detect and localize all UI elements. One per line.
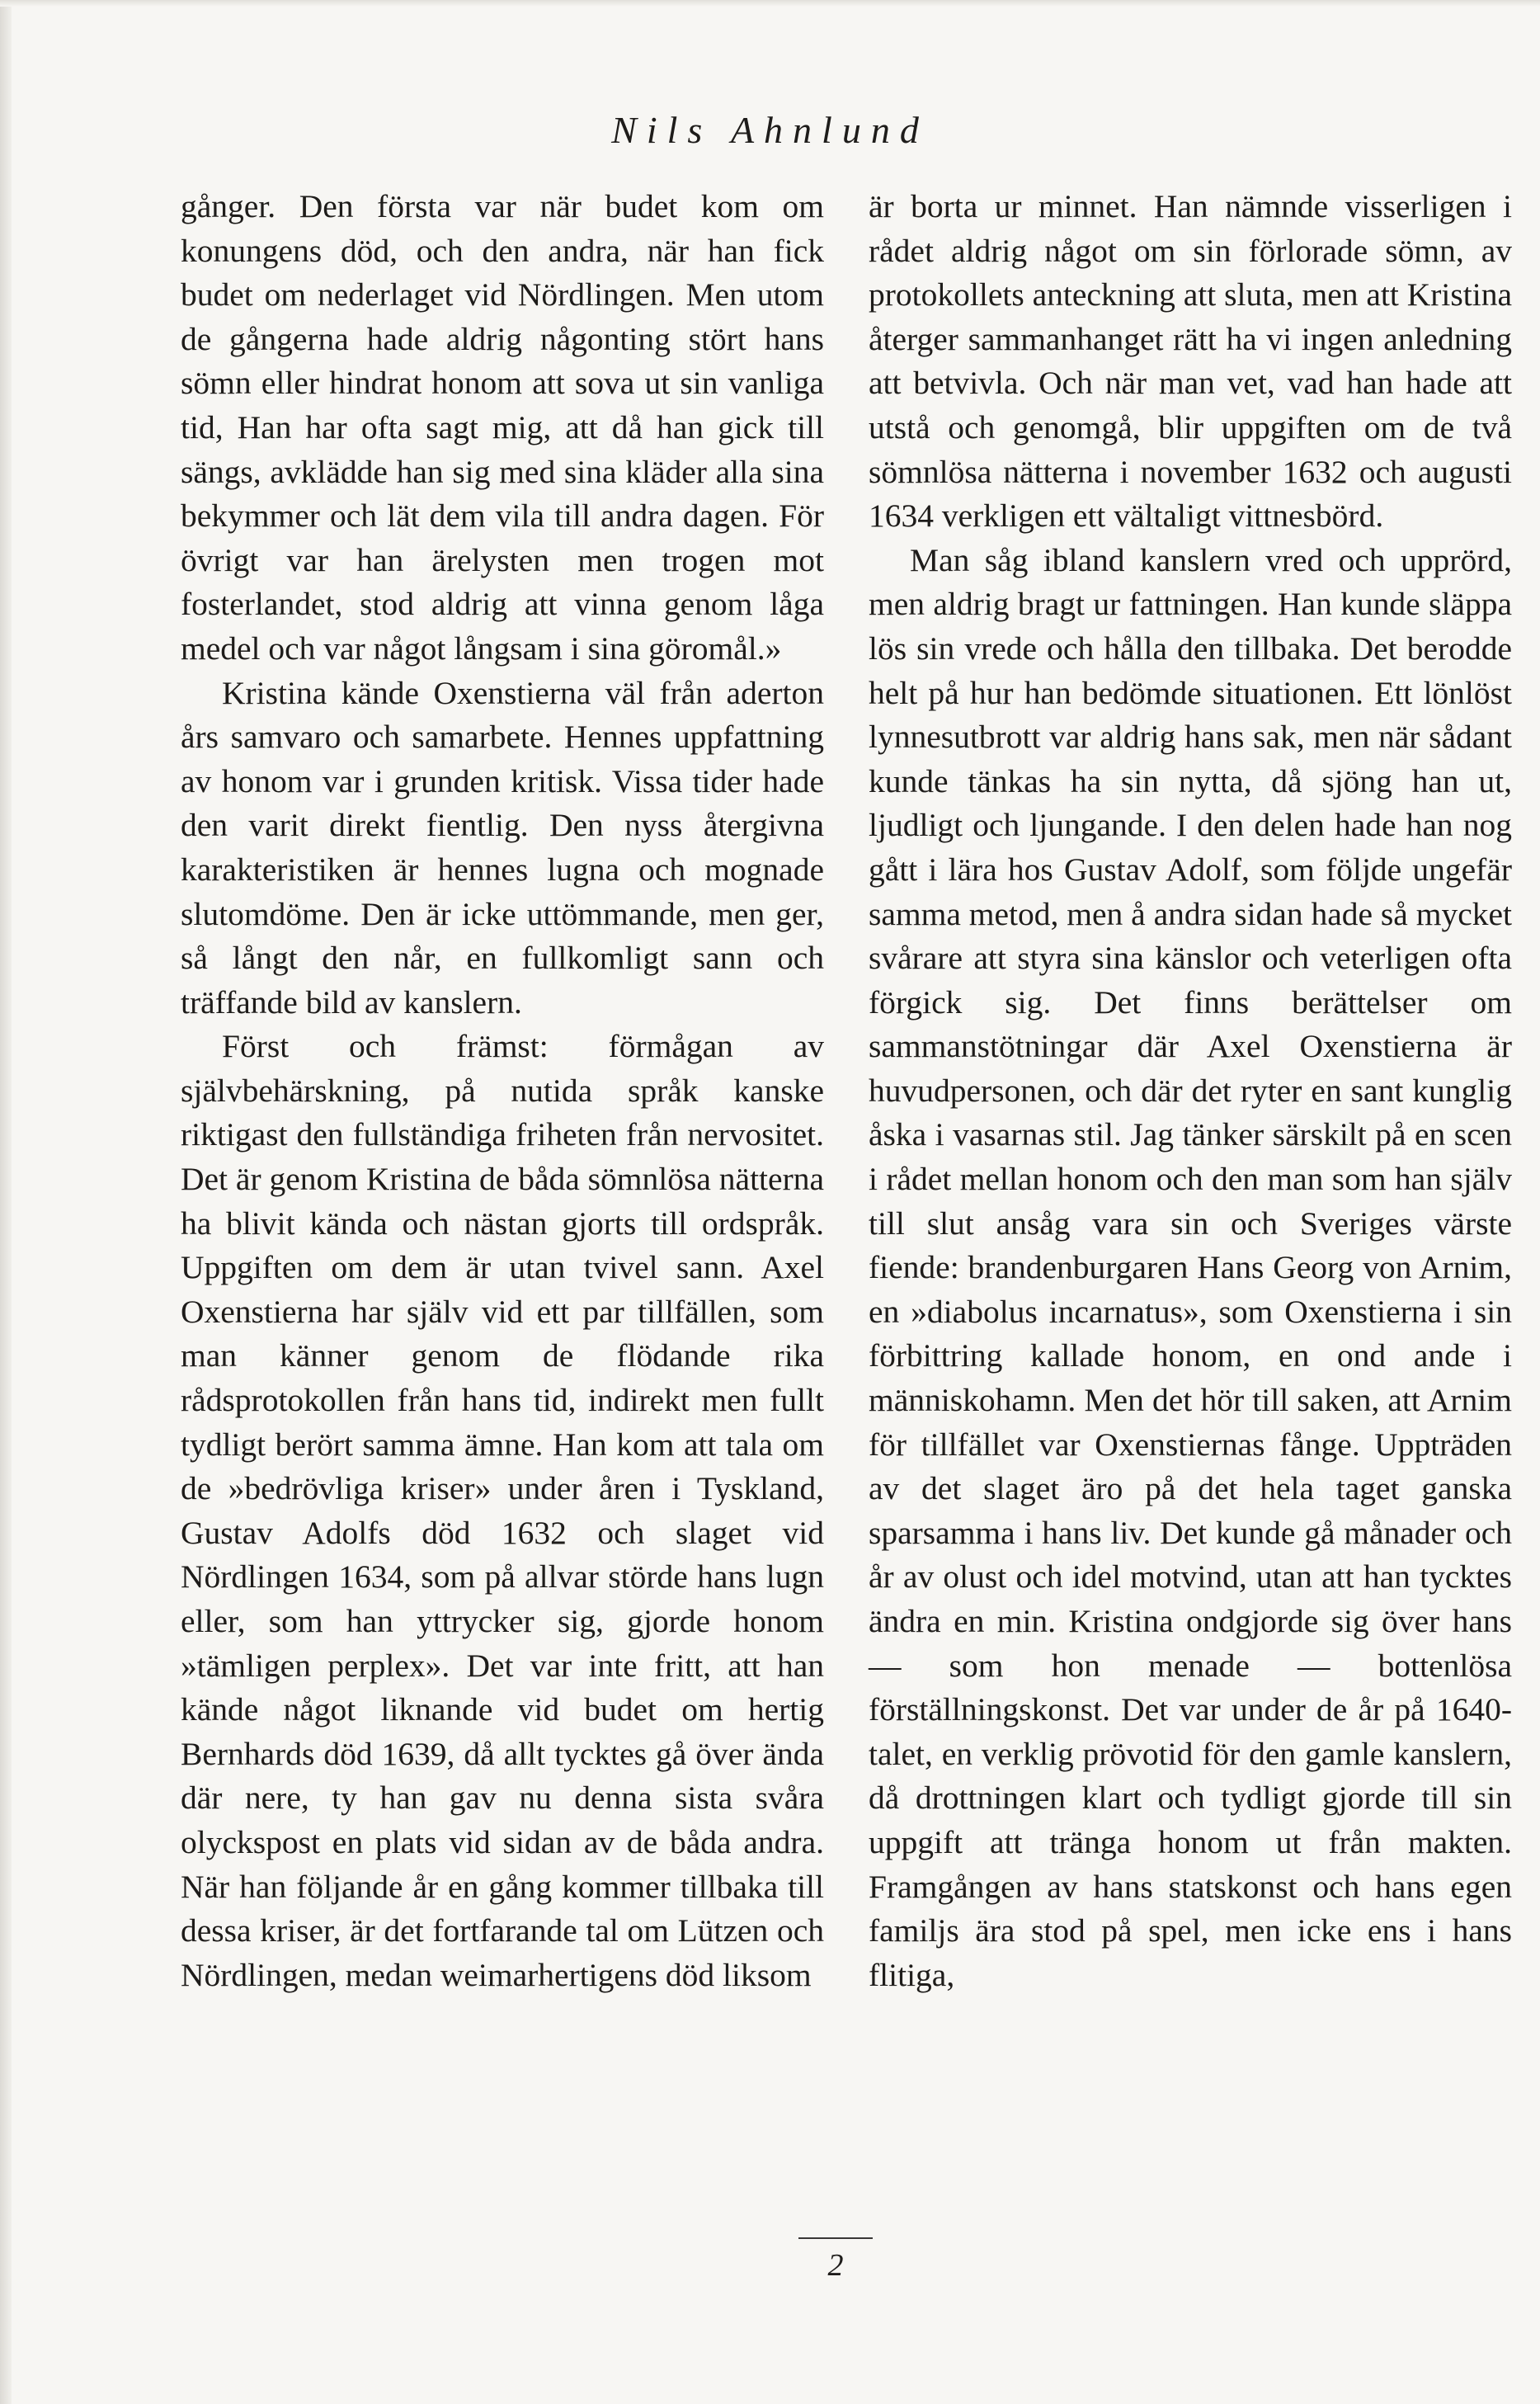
paragraph: är borta ur minnet. Han nämnde visserligen i rådet aldrig något om sin förlorade sömn, av protokollets anteckning att sluta, men att Kristina återger sammanhanget rätt ha vi ingen anledning att betvivla. Och när man vet, vad han hade att utstå och genomgå, blir uppgiften om de två sömnlösa nätterna i november 1632 och augusti 1634 verkligen ett vältaligt vittnesbörd.	[869, 188, 1512, 535]
page-binding-edge	[0, 0, 12, 2404]
footer-rule	[798, 2237, 873, 2239]
left-text-column	[181, 185, 824, 1997]
paragraph: Kristina kände Oxenstierna väl från aderton års samvaro och samarbete. Hennes uppfattning av honom var i grunden kritisk. Vissa tider hade den varit direkt fientlig. Den nyss återgivna karakteristiken är hennes lugna och mognade slutomdöme. Den är icke uttömmande, men ger, så långt den når, en fullkomligt sann och träffande bild av kanslern.	[181, 674, 824, 1021]
page-top-edge	[0, 0, 1540, 7]
running-header: Nils Ahnlund	[611, 109, 929, 151]
page-number: 2	[827, 2248, 844, 2283]
paragraph: Först och främst: förmågan av självbehärskning, på nutida språk kanske riktigast den fullständiga friheten från nervositet. Det är genom Kristina de båda sömnlösa nätterna ha blivit kända och nästan gjorts till ordspråk. Uppgiften om dem är utan tvivel sann. Axel Oxenstierna har själv vid ett par tillfällen, som man känner genom de flödande rika rådsprotokollen från hans tid, indirekt men fullt tydligt berört samma ämne. Han kom att tala om de »bedrövliga kriser» under åren i Tyskland, Gustav Adolfs död 1632 och slaget vid Nördlingen 1634, som på allvar störde hans lugn eller, som han yttrycker sig, gjorde honom »tämligen perplex». Det var inte fritt, att han kände något liknande vid budet om hertig Bernhards död 1639, då allt tycktes gå över ända där nere, ty han gav nu denna sista svåra olyckspost en plats vid sidan av de båda andra. När han följande år en gång kommer tillbaka till dessa kriser, är det fortfarande tal om Lützen och Nördlingen, medan weimarhertigens död liksom	[181, 1028, 824, 1993]
right-text-column	[869, 185, 1512, 1997]
paragraph: Man såg ibland kanslern vred och upprörd, men aldrig bragt ur fattningen. Han kunde släppa lös sin vrede och hålla den tillbaka. Det berodde helt på hur han bedömde situationen. Ett lönlöst lynnesutbrott var aldrig hans sak, men när sådant kunde tänkas ha sin nytta, då sjöng han ut, ljudligt och ljungande. I den delen hade han nog gått i lära hos Gustav Adolf, som följde ungefär samma metod, men å andra sidan hade så mycket svårare att styra sina känslor och veterligen ofta förgick sig. Det finns berättelser om sammanstötningar där Axel Oxenstierna är huvudpersonen, och där det ryter en sant kunglig åska i vasarnas stil. Jag tänker särskilt på en scen i rådet mellan honom och den man som han själv till slut ansåg vara sin och Sveriges värste fiende: brandenburgaren Hans Georg von Arnim, en »diabolus incarnatus», som Oxenstierna i sin förbittring kallade honom, en ond ande i människohamn. Men det hör till saken, att Arnim för tillfället var Oxenstiernas fånge. Uppträden av det slaget äro på det hela taget ganska sparsamma i hans liv. Det kunde gå månader och år av olust och idel motvind, utan att han tycktes ändra en min. Kristina ondgjorde sig över hans — som hon menade — bottenlösa förställningskonst. Det var under de år på 1640-talet, en verklig prövotid för den gamle kanslern, då drottningen klart och tydligt gjorde till sin uppgift att tränga honom ut från makten. Framgången av hans statskonst och hans egen familjs ära stod på spel, men icke ens i hans flitiga,	[869, 541, 1512, 1993]
paragraph: gånger. Den första var när budet kom om konungens död, och den andra, när han fick budet om nederlaget vid Nördlingen. Men utom de gångerna hade aldrig någonting stört hans sömn eller hindrat honom att sova ut sin vanliga tid, Han har ofta sagt mig, att då han gick till sängs, avklädde han sig med sina kläder alla sina bekymmer och lät dem vila till andra dagen. För övrigt var han ärelysten men trogen mot fosterlandet, stod aldrig att vinna genom låga medel och var något långsam i sina göromål.»	[181, 188, 824, 667]
